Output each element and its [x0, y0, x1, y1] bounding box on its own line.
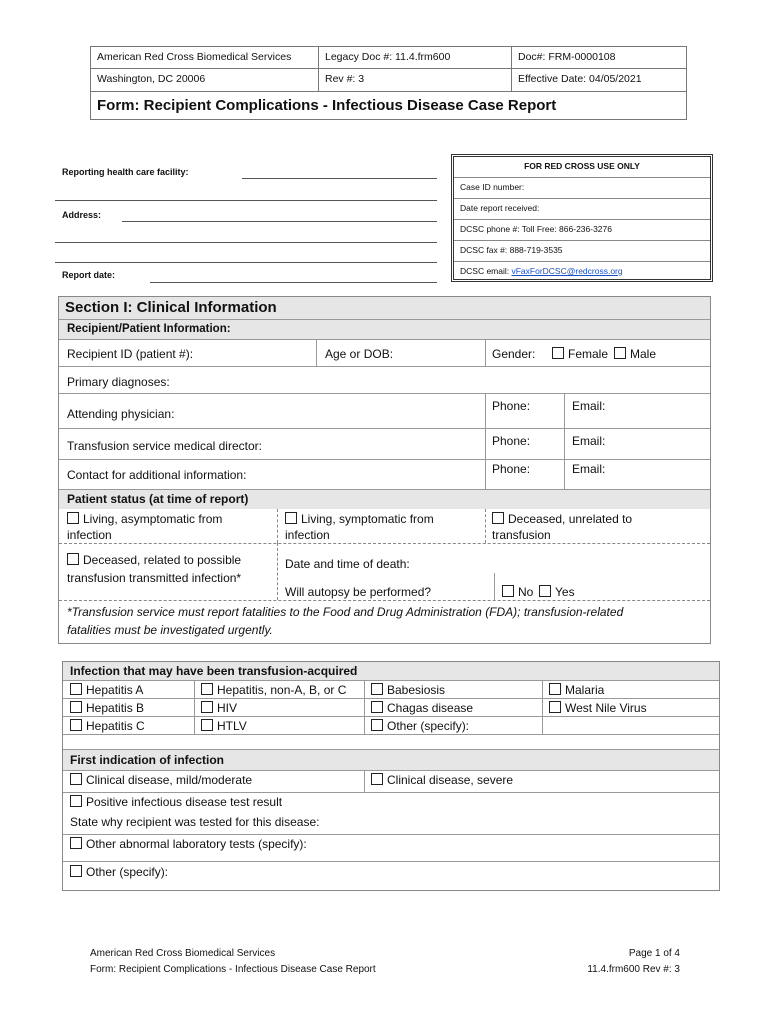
report-date-field[interactable] — [150, 281, 437, 283]
patient-status-title: Patient status (at time of report) — [59, 490, 710, 509]
hiv-option[interactable] — [201, 701, 237, 715]
org-name: American Red Cross Biomedical Services — [91, 47, 318, 69]
address-line-2[interactable] — [55, 241, 437, 243]
malaria-option[interactable] — [549, 683, 604, 697]
hepatitis-c-label: Hepatitis C — [86, 719, 145, 733]
clinical-severe-label: Clinical disease, severe — [387, 773, 514, 787]
effective-date: Effective Date: 04/05/2021 — [511, 69, 686, 91]
deceased-related-checkbox[interactable] — [67, 553, 79, 565]
west-nile-label: West Nile Virus — [565, 701, 647, 715]
positive-test-label: Positive infectious disease test result — [86, 795, 283, 809]
clinical-mild-option[interactable] — [70, 773, 252, 787]
note-line2: fatalities must be investigated urgently. — [67, 623, 273, 637]
fatality-note — [67, 603, 707, 639]
htlv-label: HTLV — [217, 719, 247, 733]
status3-line2: transfusion — [492, 528, 551, 542]
clinical-mild-label: Clinical disease, mild/moderate — [86, 773, 253, 787]
babesiosis-checkbox[interactable] — [371, 683, 383, 695]
abnormal-tests-label: Other abnormal laboratory tests (specify): — [86, 837, 307, 851]
status-living-asymptomatic[interactable] — [67, 511, 222, 543]
other-indication-checkbox[interactable] — [70, 865, 82, 877]
autopsy-yes-option[interactable] — [539, 585, 575, 599]
case-id-field[interactable]: Case ID number: — [454, 177, 710, 198]
male-label: Male — [630, 347, 657, 361]
male-checkbox[interactable] — [614, 347, 626, 359]
address-field[interactable] — [122, 220, 437, 222]
reporting-facility-field[interactable] — [242, 177, 437, 179]
malaria-label: Malaria — [565, 683, 605, 697]
contact-email-label: Email: — [572, 462, 606, 476]
autopsy-no-checkbox[interactable] — [502, 585, 514, 597]
dcsc-email-row — [454, 261, 710, 282]
hepatitis-a-label: Hepatitis A — [86, 683, 144, 697]
autopsy-yes-label: Yes — [555, 585, 575, 599]
female-checkbox[interactable] — [552, 347, 564, 359]
date-received-field[interactable]: Date report received: — [454, 198, 710, 219]
htlv-option[interactable] — [201, 719, 247, 733]
other-infection-label: Other (specify): — [387, 719, 470, 733]
contact-label: Contact for additional information: — [67, 468, 247, 482]
director-phone-label: Phone: — [492, 434, 531, 448]
dcsc-phone: DCSC phone #: Toll Free: 866-236-3276 — [454, 219, 710, 240]
dcsc-email-label: DCSC email: — [460, 266, 512, 276]
other-indication-label: Other (specify): — [86, 865, 169, 879]
date-time-death-label: Date and time of death: — [285, 557, 410, 571]
facility-line-2[interactable] — [55, 199, 437, 201]
hepatitis-b-option[interactable] — [70, 701, 144, 715]
living-symptomatic-checkbox[interactable] — [285, 512, 297, 524]
doc-number: Doc#: FRM-0000108 — [511, 47, 686, 69]
infection-title: Infection that may have been transfusion-acquired — [63, 662, 719, 680]
malaria-checkbox[interactable] — [549, 683, 561, 695]
htlv-checkbox[interactable] — [201, 719, 213, 731]
autopsy-label: Will autopsy be performed? — [285, 585, 432, 599]
attending-email-label: Email: — [572, 399, 606, 413]
org-city: Washington, DC 20006 — [97, 73, 206, 85]
state-why-label: State why recipient was tested for this disease: — [70, 815, 320, 829]
first-indication-title: First indication of infection — [63, 750, 719, 770]
document-header — [90, 46, 687, 120]
hepatitis-a-checkbox[interactable] — [70, 683, 82, 695]
red-cross-use-box — [451, 154, 713, 282]
hepatitis-non-checkbox[interactable] — [201, 683, 213, 695]
abnormal-tests-checkbox[interactable] — [70, 837, 82, 849]
autopsy-no-option[interactable] — [502, 585, 533, 599]
status-deceased-unrelated[interactable] — [492, 511, 632, 543]
female-label: Female — [568, 347, 609, 361]
status1-line1: Living, asymptomatic from — [83, 512, 223, 526]
attending-physician-label: Attending physician: — [67, 407, 175, 421]
other-indication-option[interactable] — [70, 865, 168, 879]
deceased-unrelated-checkbox[interactable] — [492, 512, 504, 524]
status1-line2: infection — [67, 528, 112, 542]
age-dob-label: Age or DOB: — [325, 347, 394, 361]
section-clinical-information — [58, 296, 711, 644]
babesiosis-option[interactable] — [371, 683, 445, 697]
director-email-label: Email: — [572, 434, 606, 448]
note-line1: *Transfusion service must report fatalities to the Food and Drug Administration (FDA); transfusion-related — [67, 605, 624, 619]
other-infection-option[interactable] — [371, 719, 469, 733]
dcsc-email-link[interactable]: vFaxForDCSC@redcross.org — [511, 266, 623, 276]
hepatitis-non-option[interactable] — [201, 683, 346, 697]
revision: Rev #: 3 — [318, 69, 511, 91]
hepatitis-non-label: Hepatitis, non-A, B, or C — [217, 683, 347, 697]
legacy-doc: Legacy Doc #: 11.4.frm600 — [318, 47, 511, 69]
babesiosis-label: Babesiosis — [387, 683, 446, 697]
footer-page: Page 1 of 4 — [628, 948, 680, 959]
hiv-label: HIV — [217, 701, 238, 715]
report-date-label: Report date: — [62, 270, 116, 280]
clinical-severe-checkbox[interactable] — [371, 773, 383, 785]
status-living-symptomatic[interactable] — [285, 511, 434, 543]
medical-director-label: Transfusion service medical director: — [67, 439, 262, 453]
red-cross-box-title: FOR RED CROSS USE ONLY — [524, 161, 640, 171]
other-infection-checkbox[interactable] — [371, 719, 383, 731]
hepatitis-b-checkbox[interactable] — [70, 701, 82, 713]
west-nile-option[interactable] — [549, 701, 647, 715]
status2-line2: infection — [285, 528, 330, 542]
section1-subtitle: Recipient/Patient Information: — [59, 320, 710, 339]
attending-phone-label: Phone: — [492, 399, 531, 413]
chagas-checkbox[interactable] — [371, 701, 383, 713]
autopsy-yes-checkbox[interactable] — [539, 585, 551, 597]
status4-line1: Deceased, related to possible — [83, 553, 242, 567]
west-nile-checkbox[interactable] — [549, 701, 561, 713]
living-asymptomatic-checkbox[interactable] — [67, 512, 79, 524]
form-title: Form: Recipient Complications - Infectious Disease Case Report — [91, 91, 686, 119]
status2-line1: Living, symptomatic from — [301, 512, 434, 526]
reporting-facility-label: Reporting health care facility: — [62, 167, 189, 177]
contact-phone-label: Phone: — [492, 462, 531, 476]
dcsc-fax: DCSC fax #: 888-719-3535 — [454, 240, 710, 261]
footer-code: 11.4.frm600 Rev #: 3 — [587, 964, 680, 975]
section1-title: Section I: Clinical Information — [59, 297, 710, 319]
status-deceased-related[interactable] — [67, 551, 241, 587]
footer-org: American Red Cross Biomedical Services — [90, 948, 276, 959]
positive-test-checkbox[interactable] — [70, 795, 82, 807]
chagas-option[interactable] — [371, 701, 473, 715]
footer-form: Form: Recipient Complications - Infectious Disease Case Report — [90, 964, 376, 975]
chagas-label: Chagas disease — [387, 701, 474, 715]
hepatitis-a-option[interactable] — [70, 683, 143, 697]
positive-test-option[interactable] — [70, 795, 282, 809]
autopsy-no-label: No — [518, 585, 534, 599]
clinical-severe-option[interactable] — [371, 773, 513, 787]
hiv-checkbox[interactable] — [201, 701, 213, 713]
female-option[interactable] — [552, 347, 608, 361]
male-option[interactable] — [614, 347, 656, 361]
clinical-mild-checkbox[interactable] — [70, 773, 82, 785]
abnormal-tests-option[interactable] — [70, 837, 307, 851]
hepatitis-c-option[interactable] — [70, 719, 145, 733]
section-infection — [62, 661, 720, 891]
hepatitis-b-label: Hepatitis B — [86, 701, 145, 715]
address-label: Address: — [62, 210, 102, 220]
hepatitis-c-checkbox[interactable] — [70, 719, 82, 731]
address-line-3[interactable] — [55, 261, 437, 263]
status3-line1: Deceased, unrelated to — [508, 512, 633, 526]
primary-diagnoses-label: Primary diagnoses: — [67, 375, 170, 389]
gender-label: Gender: — [492, 347, 536, 361]
infection-spacer — [63, 735, 719, 749]
recipient-id-label: Recipient ID (patient #): — [67, 347, 194, 361]
status4-line2: transfusion transmitted infection* — [67, 571, 242, 585]
